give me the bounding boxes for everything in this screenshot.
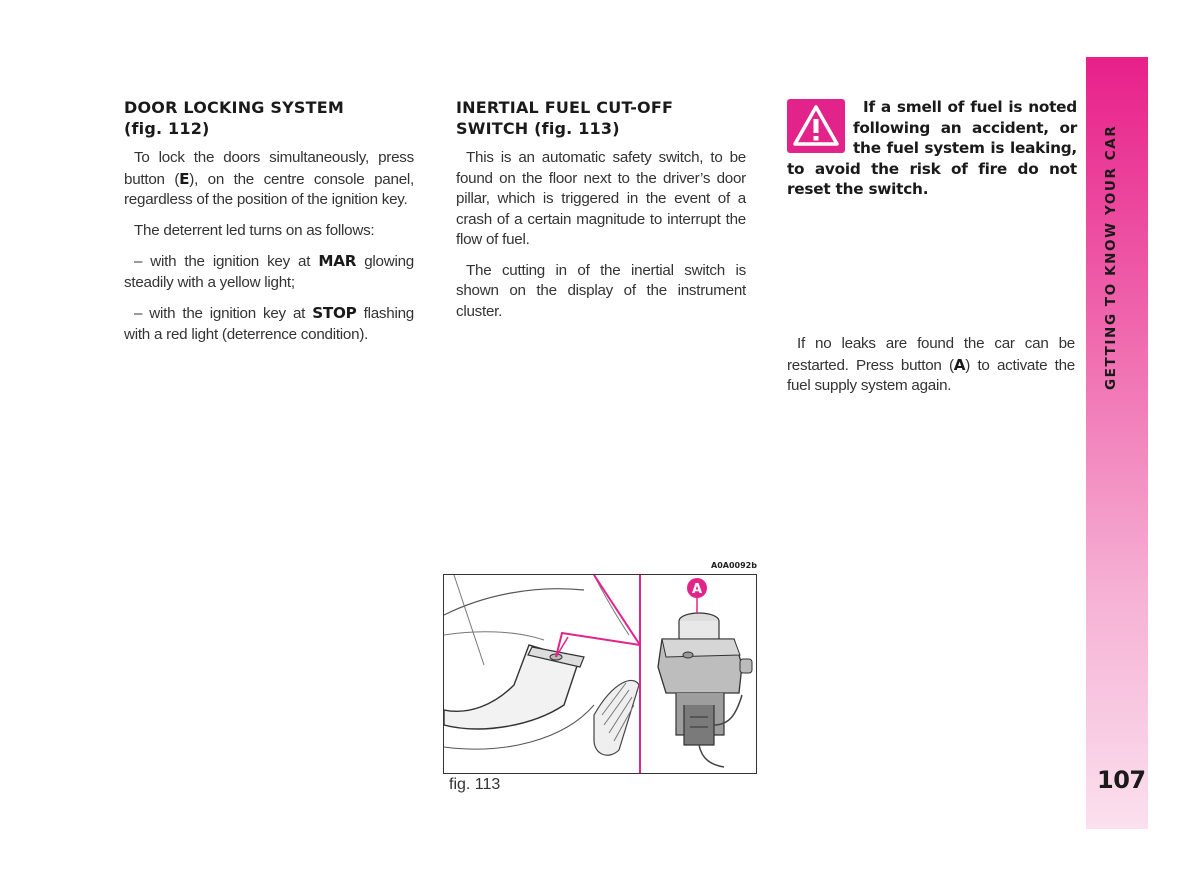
paragraph: The deterrent led turns on as follows: [134,221,375,239]
text: glowing steadily with a yellow light; [124,253,414,291]
warning-block [787,97,1077,200]
text: – with the ignition key at [134,305,313,322]
paragraph [124,148,414,211]
heading-title: DOOR LOCKING SYSTEM [124,98,344,117]
restart-paragraph [787,334,1075,397]
chapter-title: GETTING TO KNOW YOUR CAR [1103,124,1119,390]
button-key-label: A [953,355,966,374]
warning-text: If a smell of fuel is noted following an accident, or the fuel system is leaking, to avoid the risk of fire do not reset the switch. [787,98,1077,198]
warning-triangle-icon [787,99,845,153]
heading-fig-ref: SWITCH (fig. 113) [456,119,620,138]
section-heading [124,97,414,139]
heading-title: INERTIAL FUEL CUT-OFF [456,98,674,117]
page-number: 107 [1097,766,1146,794]
warning-box [787,97,1077,200]
paragraph: The cutting in of the inertial switch is shown on the display of the instrument cluster. [456,261,746,320]
section-inertial-switch [456,97,746,332]
figure-illustration [443,574,757,774]
figure-caption: fig. 113 [449,776,501,793]
text: ), on the centre console panel, regardless of the position of the ignition key. [124,170,414,208]
text: To lock the doors simultaneously, press button ( [124,149,414,188]
text: – with the ignition key at [134,253,319,270]
figure-code: A0A0092b [711,561,757,570]
paragraph [124,251,414,293]
text: flashing with a red light (deterrence condition). [124,305,414,343]
text: ) to activate the fuel supply system again. [787,356,1075,394]
ignition-position-label: STOP [312,304,357,322]
heading-fig-ref: (fig. 112) [124,119,210,138]
inertial-switch-illustration [444,575,756,773]
paragraph: This is an automatic safety switch, to be found on the floor next to the driver’s door pillar, which is triggered in the event of a crash of a certain magnitude to interrupt the flow of fuel. [456,149,746,248]
text: If no leaks are found the car can be restarted. Press button ( [787,335,1075,374]
section-heading [456,97,746,139]
section-door-locking [124,97,414,355]
ignition-position-label: MAR [318,252,357,270]
paragraph [124,303,414,345]
callout-a-label: A [691,582,703,597]
button-key-label: E [179,169,190,188]
